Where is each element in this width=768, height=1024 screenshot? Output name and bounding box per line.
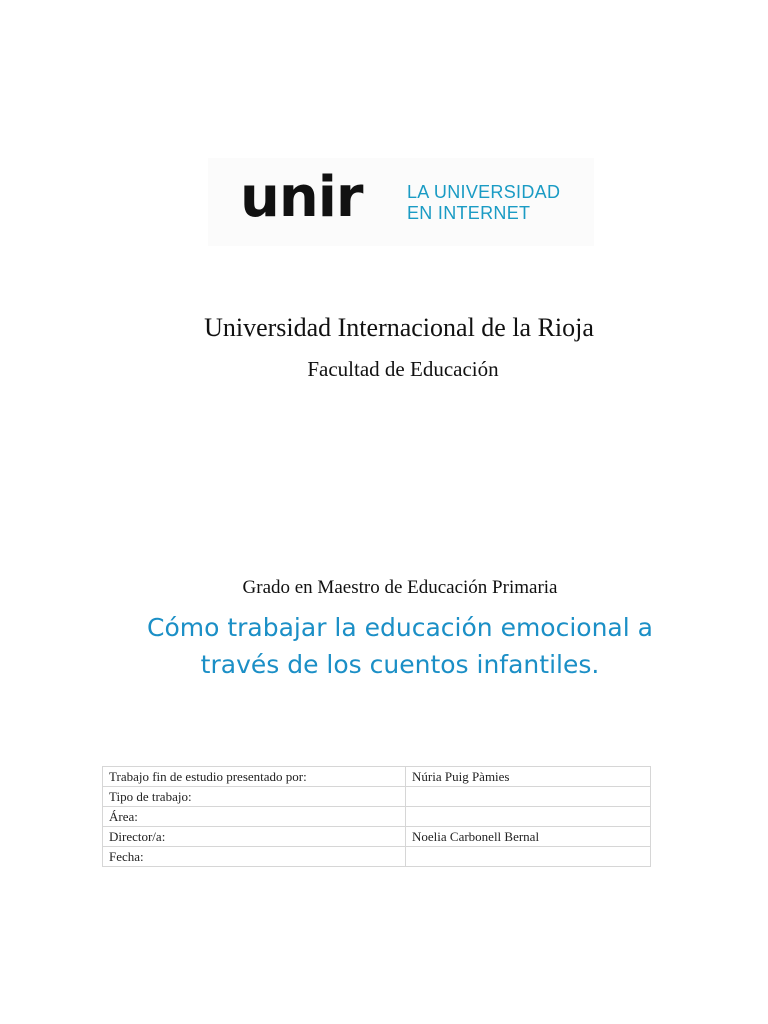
table-cell-label: Director/a: [103, 827, 406, 847]
table-cell-label: Fecha: [103, 847, 406, 867]
faculty-name: Facultad de Educación [307, 357, 499, 381]
table-row [103, 807, 651, 827]
logo-wordmark: unir [240, 165, 363, 230]
degree-name: Grado en Maestro de Educación Primaria [242, 577, 558, 598]
thesis-title-line2: través de los cuentos infantiles. [200, 650, 600, 679]
table-cell-value [406, 807, 651, 827]
table-row [103, 827, 651, 847]
table-cell-value [406, 787, 651, 807]
logo-tagline-line2: EN INTERNET [407, 203, 531, 223]
logo-tagline [407, 182, 560, 224]
table-row [103, 787, 651, 807]
table-cell-value: Noelia Carbonell Bernal [406, 827, 651, 847]
table-cell-value: Núria Puig Pàmies [406, 767, 651, 787]
table-row [103, 847, 651, 867]
university-name: Universidad Internacional de la Rioja [204, 313, 594, 342]
table-cell-label: Trabajo fin de estudio presentado por: [103, 767, 406, 787]
table-cell-value [406, 847, 651, 867]
info-table [102, 766, 651, 867]
logo-tagline-line1: LA UNIVERSIDAD [407, 182, 561, 202]
table-cell-label: Área: [103, 807, 406, 827]
thesis-title-line1: Cómo trabajar la educación emocional a [147, 613, 653, 642]
thesis-title [100, 609, 700, 683]
table-row [103, 767, 651, 787]
unir-logo [208, 158, 594, 246]
table-cell-label: Tipo de trabajo: [103, 787, 406, 807]
